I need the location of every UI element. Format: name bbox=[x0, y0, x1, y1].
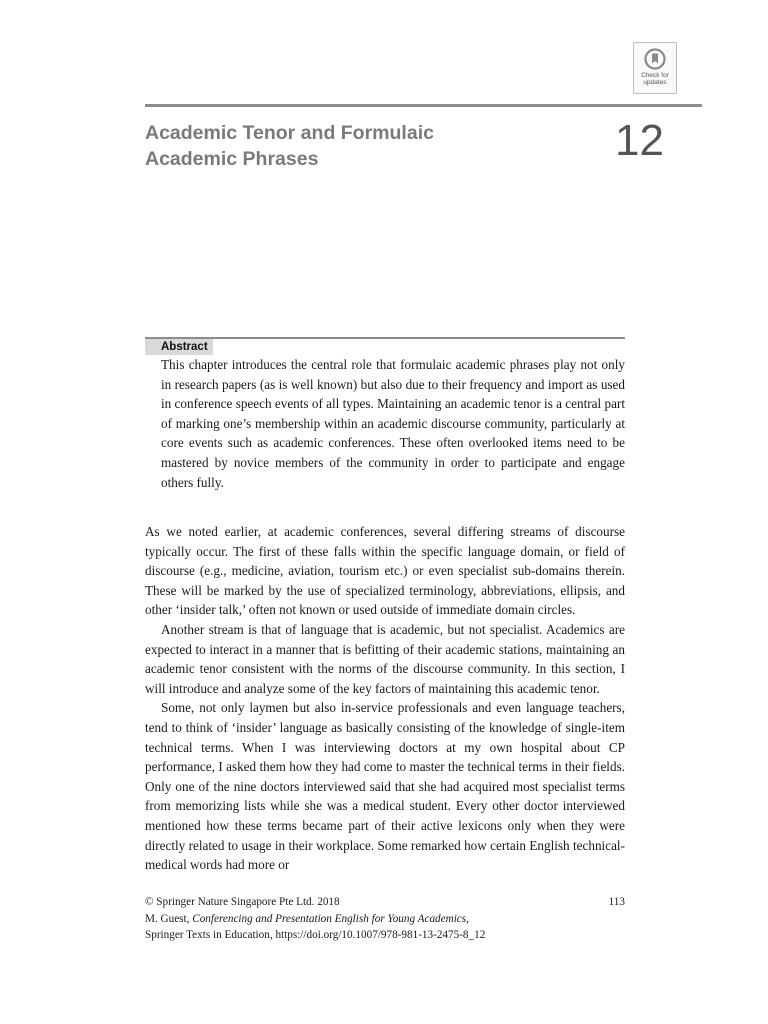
citation-author: M. Guest, bbox=[145, 912, 190, 925]
badge-line-1: Check for bbox=[641, 72, 669, 79]
chapter-number: 12 bbox=[615, 116, 664, 165]
footer bbox=[145, 894, 625, 944]
chapter-title bbox=[145, 120, 565, 172]
body-text bbox=[145, 522, 625, 875]
badge-line-2: updates bbox=[643, 79, 667, 86]
check-for-updates-badge[interactable] bbox=[633, 42, 677, 94]
abstract-label: Abstract bbox=[145, 339, 213, 355]
series-doi-line[interactable]: Springer Texts in Education, https://doi.org/10.1007/978-981-13-2475-8_12 bbox=[145, 929, 486, 941]
abstract-rule bbox=[145, 337, 625, 339]
badge-text bbox=[634, 72, 676, 86]
body-paragraph-1: As we noted earlier, at academic conferences, several differing streams of discourse typically occur. The first of these falls within the specific language domain, or field of discourse (e.g., medicine, aviation, tourism etc.) or even specialist sub-domains therein. These will be marked by the use of specialized terminology, abbreviations, ellipsis, and other ‘insider talk,’ often not known or used outside of immediate domain circles. bbox=[145, 524, 625, 618]
page-number: 113 bbox=[608, 896, 625, 908]
book-title: Conferencing and Presentation English for Young Academics bbox=[192, 912, 467, 925]
abstract-text: This chapter introduces the central role that formulaic academic phrases play not only in research papers (as is well known) but also due to their frequency and import as used in conference speech events of all types. Maintaining an academic tenor is a central part of marking one’s membership within an academic discourse community, particularly at core events such as academic conferences. These often overlooked items need to be mastered by novice members of the community in order to participate and engage others fully. bbox=[161, 357, 625, 490]
top-rule bbox=[145, 104, 702, 107]
chapter-title-line-2: Academic Phrases bbox=[145, 148, 319, 170]
chapter-title-line-1: Academic Tenor and Formulaic bbox=[145, 122, 434, 144]
copyright-line: © Springer Nature Singapore Pte Ltd. 2018 bbox=[145, 896, 340, 908]
body-paragraph-3: Some, not only laymen but also in-service professionals and even language teachers, tend to think of ‘insider’ language as basically consisting of the knowledge of single-item technical terms. When I was interviewing doctors at my own hospital about CP performance, I asked them how they had come to master the technical terms in their fields. Only one of the nine doctors interviewed said that she had acquired most specialist terms from memorizing lists while she was a medical student. Every other doctor interviewed mentioned how these terms became part of their active lexicons only when they were directly related to usage in their workplace. Some remarked how certain English technical-medical words had more or bbox=[145, 700, 625, 873]
citation-author-suffix: , bbox=[466, 912, 469, 925]
body-paragraph-2: Another stream is that of language that is academic, but not specialist. Academics are expected to interact in a manner that is befitting of their academic stations, maintaining an academic tenor consistent with the norms of the discourse community. In this section, I will introduce and analyze some of the key factors of maintaining this academic tenor. bbox=[145, 621, 625, 696]
citation-line bbox=[145, 911, 625, 928]
bookmark-ring-icon bbox=[644, 48, 666, 70]
